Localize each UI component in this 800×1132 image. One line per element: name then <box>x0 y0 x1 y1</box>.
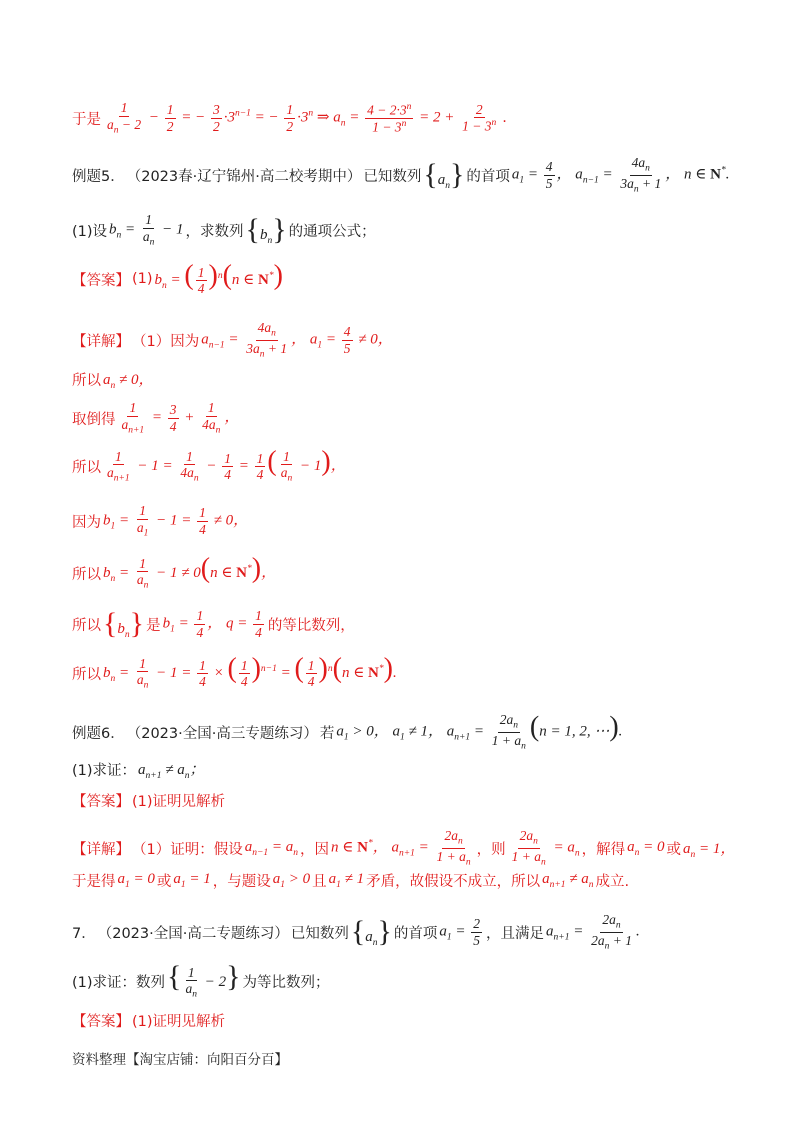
formula: $b_1$ = $\frac{1}{4}$ ， q = $\frac{1}{4}$ <box>162 608 262 640</box>
example-6-question-1: (1)求证： $a_{n+1} \ne a_n$； <box>72 758 760 781</box>
formula: $a_1$ = $\frac{4}{5}$ ， $a_{n-1}$ = $\frac{4a_n}{3a_n + 1}$ ， n ∈ N*. <box>511 155 730 195</box>
example-5-stem: 例题5． （2023春·辽宁锦州·高二校考期中） 已知数列 $\{a_n\}$ 的首项 $a_1$ = $\frac{4}{5}$ ， $a_{n-1}$ = $\frac{4a_n}{3a_n + 1}$ ， n ∈ N*. <box>72 155 730 195</box>
formula: $\{a_n\}$ <box>350 914 392 948</box>
formula: $a_{n-1} = a_n$ <box>244 838 299 858</box>
detail-5-line-7: 所以 $\{b_n\}$ 是 $b_1$ = $\frac{1}{4}$ ， q = $\frac{1}{4}$ 的等比数列， <box>72 606 355 640</box>
answer-7: 【答案】 (1)证明见解析 <box>72 1014 226 1030</box>
formula: $\frac{1}{a_{n+1}}$ − 1 = $\frac{1}{4a_n}$ − $\frac{1}{4}$ = $\frac{1}{4}$ ( $\frac{1}{a_n}$ − 1)， <box>107 446 346 484</box>
formula: $a_n \ne 0$， <box>103 372 154 391</box>
formula: $a_{n+1}$ = $\frac{2a_n}{2a_n + 1}$ . <box>546 912 640 952</box>
detail-5-line-3: 取倒得 $\frac{1}{a_{n+1}}$ = $\frac{3}{4}$ + $\frac{1}{4a_n}$ ， <box>72 400 240 436</box>
answer-5: 【答案】 (1) $b_n$ = ( $\frac{1}{4}$ )$^n$(n ∈ N*) <box>72 260 283 297</box>
formula: $a_{n+1} \ne a_n$ <box>542 871 594 890</box>
line-conclusion-prev: 于是 $\frac{1}{a_n - 2}$ − $\frac{1}{2}$ = − $\frac{3}{2}$ $\cdot 3^{n-1}$ = − $\frac{1}{2}$ $\cdot 3^n$ ⇒ $a_n$ = $\frac{4 - 2\cdot 3^n}{1 - 3^n}$ = 2 + $\frac{2}{1 - 3^n}$ . <box>72 100 507 136</box>
formula: $a_1 > 0$， $a_1 \ne 1$， $a_{n+1}$ = $\frac{2a_n}{1 + a_n}$ (n = 1, 2, ⋯). <box>336 711 623 752</box>
formula: $\frac{1}{a_n - 2}$ − $\frac{1}{2}$ = − $\frac{3}{2}$ $\cdot 3^{n-1}$ = − $\frac{1}{2}$ $\cdot 3^n$ ⇒ $a_n$ = $\frac{4 - 2\cdot 3^n}{1 - 3^n}$ = 2 + $\frac{2}{1 - 3^n}$ <box>107 100 497 136</box>
formula: $a_1 = 0$ <box>117 871 155 890</box>
formula: $\frac{1}{a_{n+1}}$ = $\frac{3}{4}$ + $\frac{1}{4a_n}$ ， <box>121 400 240 436</box>
footer-source: 资料整理【淘宝店铺：向阳百分百】 <box>72 1052 288 1068</box>
formula: n ∈ N*， $a_{n+1}$ = $\frac{2a_n}{1 + a_n}$ <box>331 828 471 868</box>
formula: $b_n$ = $\frac{1}{a_n}$ − 1 = $\frac{1}{4}$ × ( $\frac{1}{4}$ )$^{n-1}$ = ( $\frac{1}{4}$ )$^n$(n ∈ N*). <box>103 653 397 691</box>
example-6-stem: 例题6． （2023·全国·高三专题练习） 若 $a_1 > 0$， $a_1 \ne 1$， $a_{n+1}$ = $\frac{2a_n}{1 + a_n}$ (n = 1, 2, ⋯). <box>72 711 623 752</box>
formula: $a_1 > 0$ <box>272 871 311 890</box>
formula: $b_n$ = $\frac{1}{a_n}$ − 1 <box>109 212 184 248</box>
detail-5-line-5: 因为 $b_1$ = $\frac{1}{a_1}$ − 1 = $\frac{1}{4}$ ≠ 0， <box>72 503 249 539</box>
formula: $\{b_n\}$ <box>103 606 145 640</box>
formula: $\{b_n\}$ <box>245 212 287 246</box>
example-7-question-1: (1)求证：数列 { $\frac{1}{a_n}$ − 2} 为等比数列； <box>72 960 330 1000</box>
formula: $a_{n+1} \ne a_n$； <box>138 762 205 781</box>
formula: $\{a_n\}$ <box>423 157 465 191</box>
formula: $a_n = 0$ <box>627 838 665 858</box>
formula: $a_{n-1}$ = $\frac{4a_n}{3a_n + 1}$ ， $a_1$ = $\frac{4}{5}$ ≠ 0， <box>201 320 393 360</box>
formula: $a_n = 1$， <box>683 840 736 860</box>
example-5-question-1: (1)设 $b_n$ = $\frac{1}{a_n}$ − 1 ，求数列 $\{b_n\}$ 的通项公式； <box>72 212 376 248</box>
formula: $b_n$ = ( $\frac{1}{4}$ )$^n$(n ∈ N*) <box>154 260 283 297</box>
formula: $b_1$ = $\frac{1}{a_1}$ − 1 = $\frac{1}{4}$ ≠ 0， <box>103 503 249 539</box>
formula: $a_1$ = $\frac{2}{5}$ <box>439 916 481 948</box>
answer-6: 【答案】 (1)证明见解析 <box>72 794 226 810</box>
detail-5-line-6: 所以 $b_n$ = $\frac{1}{a_n}$ − 1 ≠ 0(n ∈ N*)， <box>72 553 277 591</box>
detail-5-line-1: 【详解】 （1）因为 $a_{n-1}$ = $\frac{4a_n}{3a_n + 1}$ ， $a_1$ = $\frac{4}{5}$ ≠ 0， <box>72 320 393 360</box>
detail-6-line-1: 【详解】 （1）证明：假设 $a_{n-1} = a_n$ ，因 n ∈ N*， $a_{n+1}$ = $\frac{2a_n}{1 + a_n}$ ，则 $\frac{2a_n}{1 + a_n}$ = $a_n$ ，解得 $a_n = 0$ 或 $a_n = 1$， <box>72 828 736 868</box>
formula: $\frac{2a_n}{1 + a_n}$ = $a_n$ <box>511 828 580 868</box>
formula: { $\frac{1}{a_n}$ − 2} <box>167 960 241 1000</box>
detail-6-line-2: 于是得 $a_1 = 0$ 或 $a_1 = 1$ ，与题设 $a_1 > 0$ 且 $a_1 \ne 1$ 矛盾，故假设不成立，所以 $a_{n+1} \ne a_n$ 成立. <box>72 871 630 890</box>
formula: $a_1 = 1$ <box>173 871 211 890</box>
formula: $b_n$ = $\frac{1}{a_n}$ − 1 ≠ 0(n ∈ N*)， <box>103 553 277 591</box>
example-7-stem: 7． （2023·全国·高二专题练习） 已知数列 $\{a_n\}$ 的首项 $a_1$ = $\frac{2}{5}$ ，且满足 $a_{n+1}$ = $\frac{2a_n}{2a_n + 1}$ . <box>72 912 640 952</box>
formula: $a_1 \ne 1$ <box>328 871 365 890</box>
detail-5-line-4: 所以 $\frac{1}{a_{n+1}}$ − 1 = $\frac{1}{4a_n}$ − $\frac{1}{4}$ = $\frac{1}{4}$ ( $\frac{1}{a_n}$ − 1)， <box>72 446 346 484</box>
detail-5-line-8: 所以 $b_n$ = $\frac{1}{a_n}$ − 1 = $\frac{1}{4}$ × ( $\frac{1}{4}$ )$^{n-1}$ = ( $\frac{1}{4}$ )$^n$(n ∈ N*). <box>72 653 397 691</box>
detail-5-line-2: 所以 $a_n \ne 0$， <box>72 368 760 391</box>
